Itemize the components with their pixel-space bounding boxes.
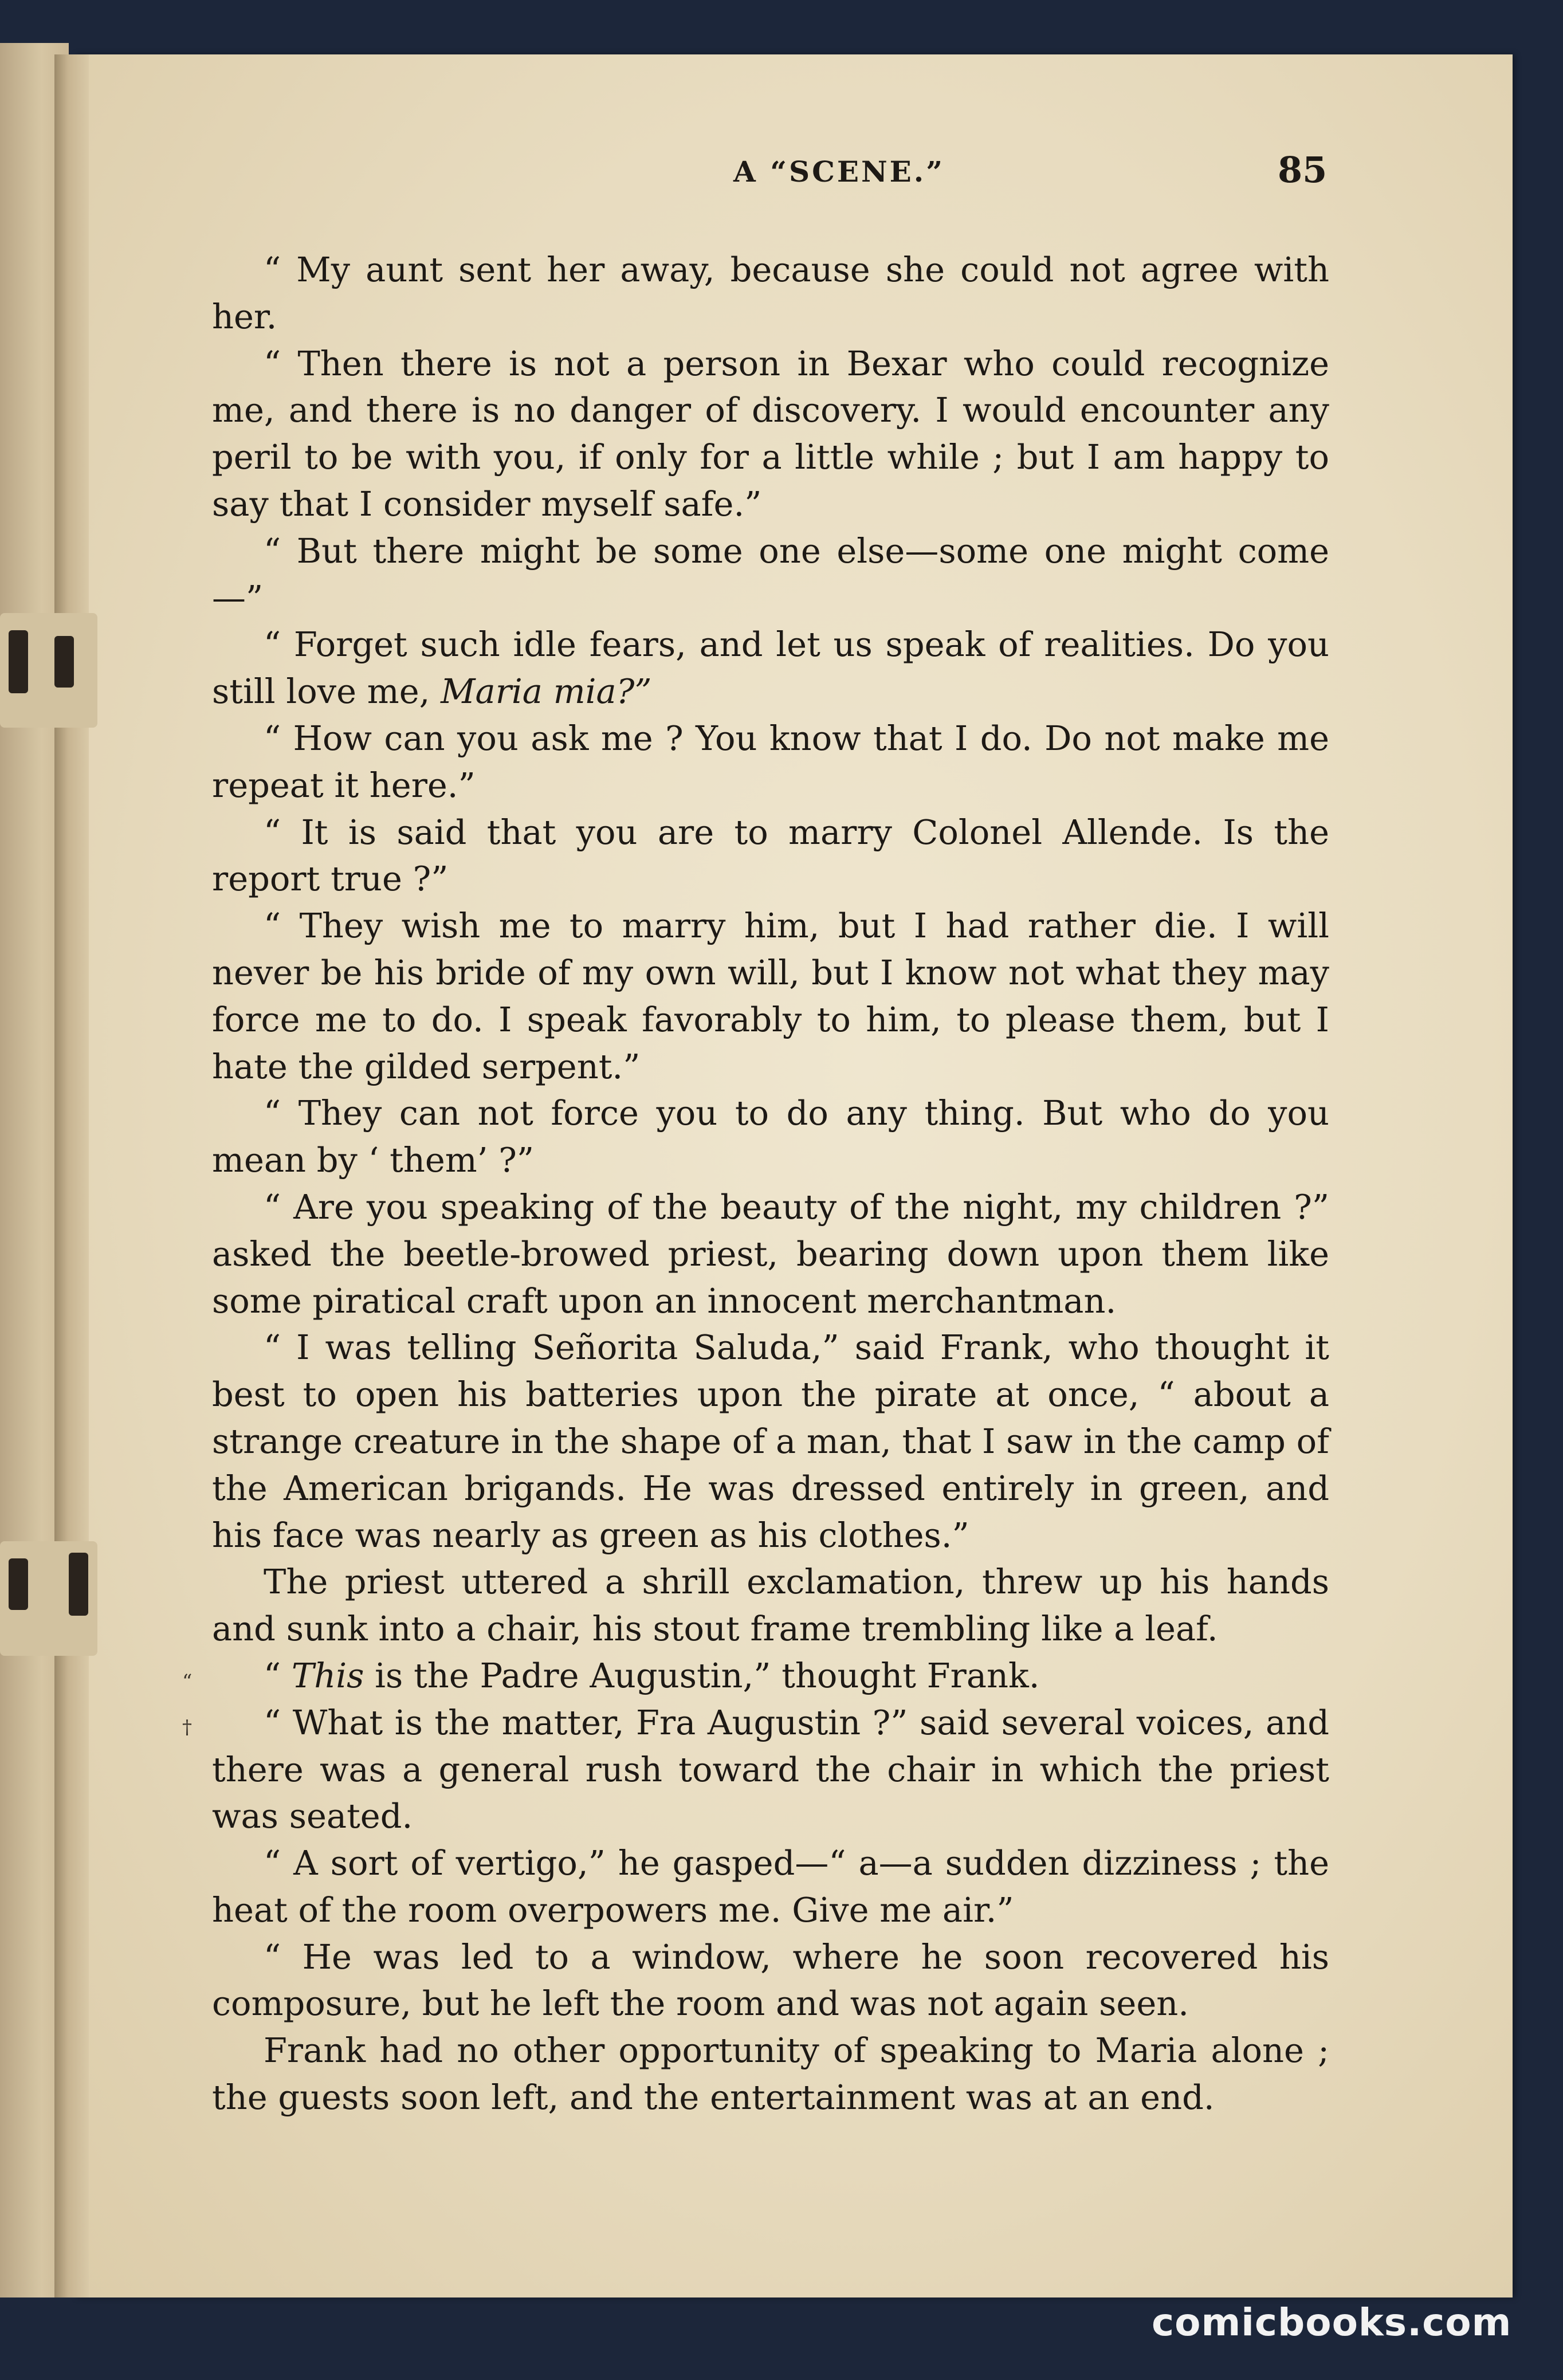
paragraph: “ He was led to a window, where he soon recovered his composure, but he left the room and was not again seen. [212, 1937, 1329, 2024]
margin-mark: “ [182, 1670, 193, 1693]
paragraph: “ What is the matter, Fra Augustin ?” said several voices, and there was a general rush toward the chair in which the priest was seated. [212, 1702, 1329, 1836]
paragraph: “ They can not force you to do any thing. But who do you mean by ‘ them’ ?” [212, 1093, 1329, 1180]
paragraph-text: “ Forget such idle fears, and let us speak of realities. Do you still love me, [212, 625, 1329, 712]
paragraph: “ My aunt sent her away, because she could not agree with her. [212, 250, 1329, 336]
running-title: A “SCENE.” [733, 155, 945, 188]
paragraph: “ A sort of vertigo,” he gasped—“ a—a sudden dizziness ; the heat of the room overpowers me. Give me air.” [212, 1843, 1329, 1930]
binding-stitch-bottom [0, 1541, 97, 1656]
paragraph: “ But there might be some one else—some one might come—” [212, 531, 1329, 618]
thread-mark [69, 1553, 88, 1616]
binding-stitch-top [0, 613, 97, 728]
body-text [212, 246, 1329, 2121]
watermark-logo: comicbooks.com [1152, 2300, 1512, 2344]
page-number: 85 [1278, 149, 1328, 191]
thread-mark [9, 630, 28, 693]
paragraph: “ It is said that you are to marry Colonel Allende. Is the report true ?” [212, 812, 1329, 899]
thread-mark [54, 636, 74, 688]
paragraph-text: is the Padre Augustin,” thought Frank. [364, 1655, 1040, 1695]
paragraph [212, 621, 1329, 715]
paragraph: “ Then there is not a person in Bexar who could recognize me, and there is no danger of discovery. I would encounter any peril to be with you, if only for a little while ; but I am happy to say that I consider myself safe.” [212, 343, 1329, 524]
paragraph: The priest uttered a shrill exclamation, threw up his hands and sunk into a chair, his stout frame trembling like a leaf. [212, 1562, 1329, 1649]
paragraph: “ How can you ask me ? You know that I do. Do not make me repeat it here.” [212, 718, 1329, 805]
paragraph-text: “ [264, 1655, 292, 1695]
paragraph: Frank had no other opportunity of speaking to Maria alone ; the guests soon left, and the entertainment was at an end. [212, 2031, 1329, 2118]
paragraph [212, 1652, 1329, 1699]
paragraph: “ Are you speaking of the beauty of the night, my children ?” asked the beetle-browed priest, bearing down upon them like some piratical craft upon an innocent merchantman. [212, 1187, 1329, 1321]
margin-mark: † [182, 1716, 192, 1739]
italic-phrase: Maria mia?” [441, 671, 652, 712]
paragraph: “ They wish me to marry him, but I had rather die. I will never be his bride of my own will, but I know not what they may force me to do. I speak favorably to him, to please them, but I hate the gilded serpent.” [212, 906, 1329, 1086]
paragraph: “ I was telling Señorita Saluda,” said Frank, who thought it best to open his batteries upon the pirate at once, “ about a strange creature in the shape of a man, that I saw in the camp of the American brigands. He was dressed entirely in green, and his face was nearly as green as his clothes.” [212, 1328, 1329, 1555]
italic-word: This [291, 1655, 364, 1695]
thread-mark [9, 1558, 28, 1610]
running-head [74, 149, 1513, 201]
page-gutter [54, 54, 89, 2297]
